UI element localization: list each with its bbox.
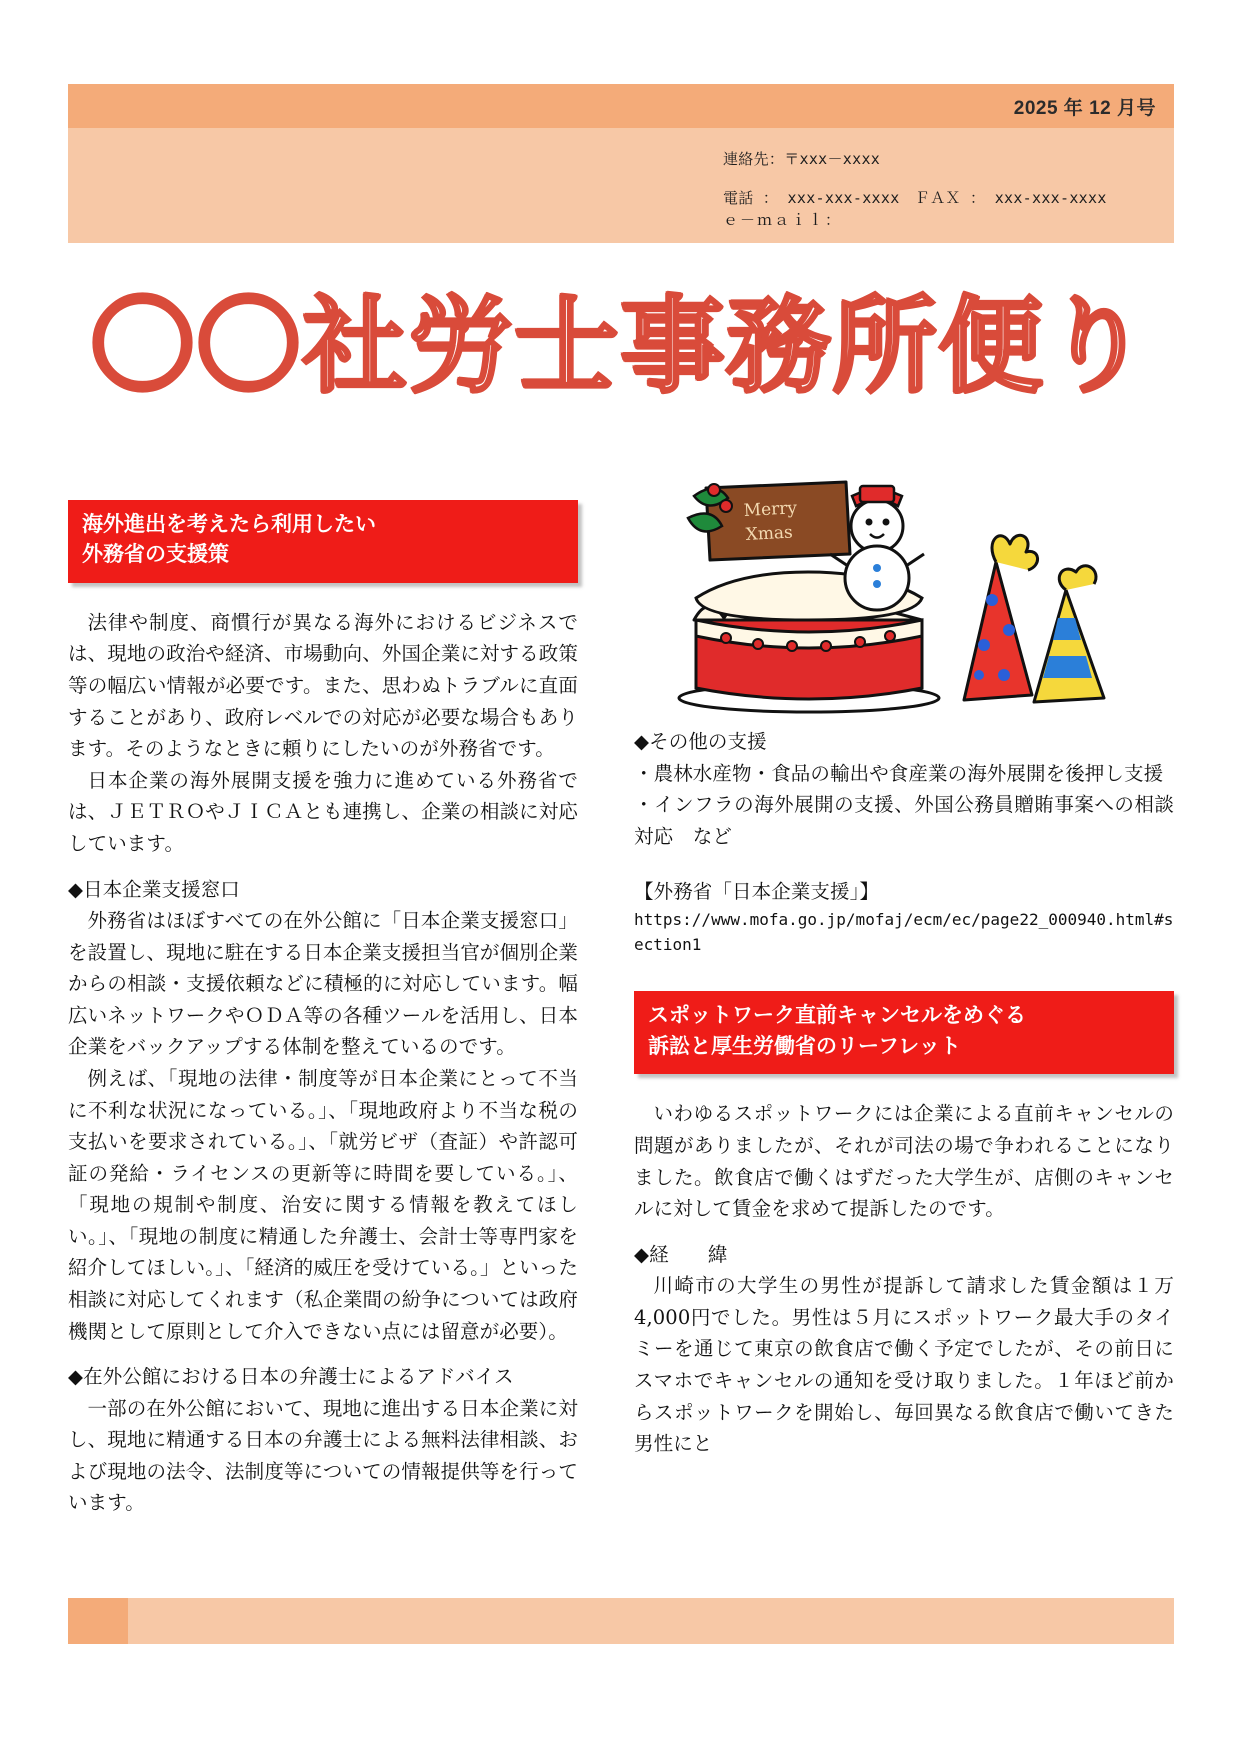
article2-paragraph-2: 川崎市の大学生の男性が提訴して請求した賃金額は１万4,000円でした。男性は５月にスポットワーク最大手のタイミーを通じて東京の飲食店で働く予定でしたが、その前日にスマホでキャンセルの通知を受け取りました。１年ほど前からスポットワークを開始し、毎回異なる飲食店で働いてきた男性にと [634,1274,1174,1456]
article1-paragraph-2: 日本企業の海外展開支援を強力に進めている外務省では、ＪＥＴＲＯやＪＩＣＡとも連携し、企業の相談に対応しています。 [68,768,578,855]
article1-paragraph-3: 外務省はほぼすべての在外公館に「日本企業支援窓口」を設置し、現地に駐在する日本企業支援担当官が個別企業からの相談・支援依頼などに積極的に対応しています。幅広いネットワークやＯＤＡ等の各種ツールを活用し、日本企業をバックアップする体制を整えているのです。 [68,909,578,1059]
article1-subhead-3: ◆その他の支援 [634,730,767,753]
article1-bullet-2: ・インフラの海外展開の支援、外国公務員贈賄事案への相談対応 など [634,793,1174,848]
contact-phone-fax: 電話 ： xxx-xxx-xxxx ＦＡＸ ： xxx-xxx-xxxx [723,189,1107,207]
contact-address: 連絡先：〒xxx－xxxx [723,150,881,168]
article1-paragraph-1: 法律や制度、商慣行が異なる海外におけるビジネスでは、現地の政治や経済、市場動向、外国企業に対する政策等の幅広い情報が必要です。また、思わぬトラブルに直面することがあり、政府レベルでの対応が必要な場合もあります。そのようなときに頼りにしたいのが外務省です。 [68,610,578,761]
article1-banner-line1: 海外進出を考えたら利用したい [82,513,376,536]
article1-subhead-1: ◆日本企業支援窓口 [68,877,240,901]
article1-banner [68,500,578,583]
article2-banner-line2: 訴訟と厚生労働省のリーフレット [648,1034,961,1058]
svg-text:Xmas: Xmas [745,522,794,545]
header-top-bar [68,84,1174,128]
issue-date: 2025 年 12 月号 [1013,98,1156,119]
article1-other-support [634,726,1174,852]
footer-accent-left [68,1598,128,1644]
contact-email: ｅ－ｍａｉｌ： [723,211,843,229]
article1-banner-line2: 外務省の支援策 [82,543,229,567]
article2-banner-line1: スポットワーク直前キャンセルをめぐる [648,1004,1026,1028]
article2-subhead-1: ◆経 緯 [634,1242,728,1266]
article2-paragraph-1: いわゆるスポットワークには企業による直前キャンセルの問題がありましたが、それが司法の場で争われることになりました。飲食店で働くはずだった大学生が、店側のキャンセルに対して賃金を求めて提訴したのです。 [634,1102,1174,1221]
page-title: 〇〇社労士事務所便り [90,284,1151,407]
footer-accent-right [128,1598,1174,1644]
article2-banner [634,991,1174,1074]
left-column [68,500,578,1519]
article1-body [68,607,578,1519]
article1-paragraph-4: 例えば、「現地の法律・制度等が日本企業にとって不当に不利な状況になっている。」、「現地政府より不当な税の支払いを要求されている。」、「就労ビザ（査証）や許認可証の発給・ライセンスの更新等に時間を要している。」、「現地の規制や制度、治安に関する情報を教えてほしい。」、「現地の制度に精通した弁護士、会計士等専門家を紹介してほしい。」、「経済的威圧を受けている。」といった相談に対応してくれます（私企業間の紛争については政府機関として原則として介入できない点には留意が必要）。 [68,1066,578,1343]
article1-source-label: 【外務省「日本企業支援」】 [634,880,880,904]
article1-source-url[interactable]: https://www.mofa.go.jp/mofaj/ecm/ec/page22_000940.html#section1 [634,909,1174,954]
right-column [634,500,1174,1460]
article1-bullet-1: ・農林水産物・食品の輸出や食産業の海外展開を後押し支援 [634,761,1164,785]
article1-paragraph-5: 一部の在外公館において、現地に進出する日本企業に対し、現地に精通する日本の弁護士による無料法律相談、および現地の法令、法制度等についての情報提供等を行っています。 [68,1396,578,1515]
article1-subhead-2: ◆在外公館における日本の弁護士によるアドバイス [68,1365,514,1389]
article2-body [634,1098,1174,1459]
header-contact-block [68,128,1174,243]
cake-sign-text: Merry [743,498,798,521]
